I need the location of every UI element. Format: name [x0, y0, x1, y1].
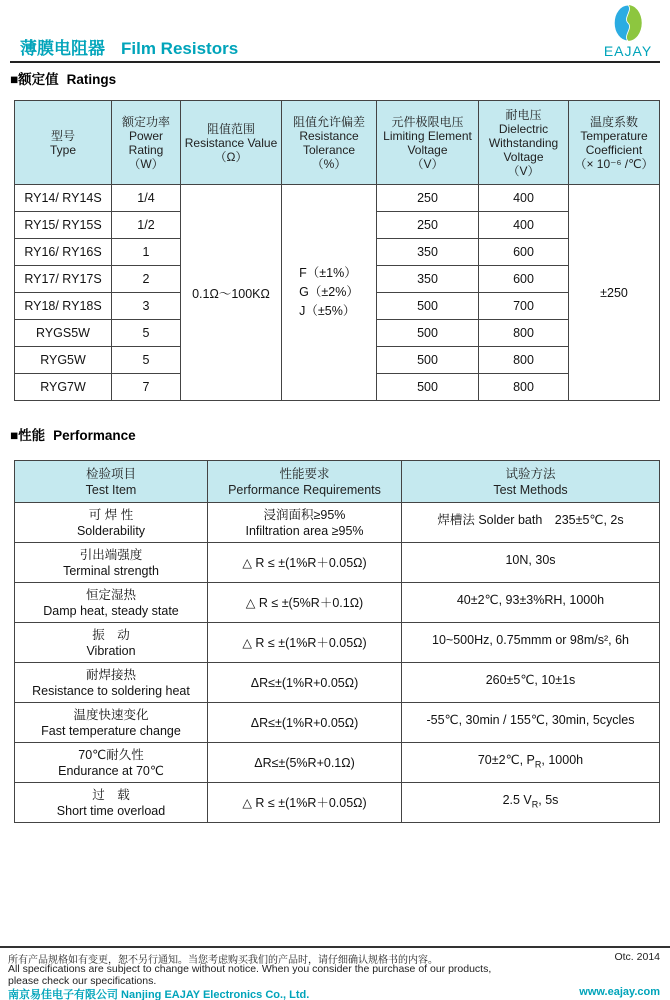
- requirement-cell: △ R ≤ ±(1%R＋0.05Ω): [208, 623, 402, 663]
- brand-title-cn: 薄膜电阻器: [20, 39, 105, 58]
- tolerance-cell: [282, 185, 377, 401]
- withstanding-voltage-cell: 600: [479, 266, 569, 293]
- test-method-cell: 10N, 30s: [402, 543, 660, 583]
- type-cell: RY16/ RY16S: [15, 239, 112, 266]
- footer-company-name: 南京易佳电子有限公司 Nanjing EAJAY Electronics Co., Ltd.: [8, 989, 310, 1000]
- type-cell: RYG5W: [15, 347, 112, 374]
- type-cell: RY15/ RY15S: [15, 212, 112, 239]
- performance-section-title: [10, 424, 136, 444]
- company-logo: [600, 4, 656, 59]
- performance-title-en: Performance: [53, 428, 136, 443]
- power-cell: 1/4: [112, 185, 181, 212]
- footer-notice-cn: 所有产品规格如有变更，恕不另行通知。当您考虑购买我们的产品时，请仔细确认规格书的内容。: [8, 955, 438, 966]
- resistance-value-cell: 0.1Ω～100KΩ: [181, 185, 282, 401]
- power-cell: 5: [112, 347, 181, 374]
- table-row: [15, 185, 660, 212]
- power-cell: 3: [112, 293, 181, 320]
- power-cell: 1: [112, 239, 181, 266]
- type-cell: RYG7W: [15, 374, 112, 401]
- requirement-cell: ΔR≤±(1%R+0.05Ω): [208, 703, 402, 743]
- requirement-cell: △ R ≤ ±(1%R＋0.05Ω): [208, 783, 402, 823]
- tolerance-lines: F（±1%） G（±2%） J（±5%）: [299, 266, 359, 318]
- header-divider: [10, 61, 660, 63]
- ratings-section-title: [10, 68, 116, 88]
- power-cell: 2: [112, 266, 181, 293]
- test-method-cell: 260±5℃, 10±1s: [402, 663, 660, 703]
- table-row: [15, 503, 660, 543]
- test-method-cell: -55℃, 30min / 155℃, 30min, 5cycles: [402, 703, 660, 743]
- footer-date: Otc. 2014: [614, 951, 660, 963]
- footer-notice-en-line2: please check our specifications.: [8, 975, 157, 987]
- power-cell: 5: [112, 320, 181, 347]
- logo-text: EAJAY: [603, 43, 653, 59]
- ratings-title-en: Ratings: [66, 72, 117, 87]
- limiting-voltage-cell: 250: [377, 185, 479, 212]
- withstanding-voltage-cell: 700: [479, 293, 569, 320]
- limiting-voltage-cell: 500: [377, 320, 479, 347]
- withstanding-voltage-cell: 600: [479, 239, 569, 266]
- power-cell: 7: [112, 374, 181, 401]
- test-method-cell: 70±2℃, $P_R$, 1000h: [402, 743, 660, 783]
- brand-title-en: Film Resistors: [121, 39, 239, 58]
- col-header-test-methods: 试验方法 Test Methods: [402, 461, 660, 503]
- withstanding-voltage-cell: 800: [479, 347, 569, 374]
- col-header-power-rating: 额定功率 Power Rating （W）: [112, 101, 181, 185]
- requirement-cell: ΔR≤±(1%R+0.05Ω): [208, 663, 402, 703]
- requirement-cell: △ R ≤ ±(5%R＋0.1Ω): [208, 583, 402, 623]
- col-header-test-item: 检验项目 Test Item: [15, 461, 208, 503]
- temp-coefficient-cell: ±250: [569, 185, 660, 401]
- footer-website-link[interactable]: www.eajay.com: [579, 986, 660, 998]
- table-row: [15, 743, 660, 783]
- type-cell: RYGS5W: [15, 320, 112, 347]
- requirement-cell: △ R ≤ ±(1%R＋0.05Ω): [208, 543, 402, 583]
- ratings-table: [14, 100, 660, 401]
- table-row: [15, 623, 660, 663]
- performance-table: [14, 460, 660, 823]
- test-method-cell: 10~500Hz, 0.75mmm or 98m/s², 6h: [402, 623, 660, 663]
- limiting-voltage-cell: 500: [377, 347, 479, 374]
- test-method-cell: 焊槽法 Solder bath 235±5℃, 2s: [402, 503, 660, 543]
- withstanding-voltage-cell: 800: [479, 374, 569, 401]
- table-row: [15, 783, 660, 823]
- footer-divider: [0, 946, 670, 948]
- limiting-voltage-cell: 350: [377, 239, 479, 266]
- table-row: [15, 663, 660, 703]
- eajay-leaf-icon: [600, 4, 656, 42]
- col-header-resistance-value: 阻值范围 Resistance Value （Ω）: [181, 101, 282, 185]
- table-row: [15, 583, 660, 623]
- type-cell: RY14/ RY14S: [15, 185, 112, 212]
- col-header-limiting-voltage: 元件极限电压 Limiting Element Voltage （V）: [377, 101, 479, 185]
- col-header-temp-coefficient: 温度系数 Temperature Coefficient （× 10⁻⁶ /℃）: [569, 101, 660, 185]
- page-title: [20, 34, 238, 59]
- test-item-cell: 引出端强度 Terminal strength: [15, 543, 208, 583]
- performance-title-cn: ■性能: [10, 428, 46, 443]
- test-item-cell: 过 载 Short time overload: [15, 783, 208, 823]
- requirement-cell: ΔR≤±(5%R+0.1Ω): [208, 743, 402, 783]
- table-row: [15, 703, 660, 743]
- limiting-voltage-cell: 350: [377, 266, 479, 293]
- withstanding-voltage-cell: 400: [479, 185, 569, 212]
- limiting-voltage-cell: 250: [377, 212, 479, 239]
- col-header-resistance-tolerance: 阻值允许偏差 Resistance Tolerance （%）: [282, 101, 377, 185]
- withstanding-voltage-cell: 800: [479, 320, 569, 347]
- test-item-cell: 振 动 Vibration: [15, 623, 208, 663]
- test-item-cell: 恒定湿热 Damp heat, steady state: [15, 583, 208, 623]
- col-header-withstanding-voltage: 耐电压 Dielectric Withstanding Voltage （V）: [479, 101, 569, 185]
- test-method-cell: 2.5 $V_R$, 5s: [402, 783, 660, 823]
- test-method-cell: 40±2℃, 93±3%RH, 1000h: [402, 583, 660, 623]
- ratings-header-row: [15, 101, 660, 185]
- test-item-cell: 耐焊接热 Resistance to soldering heat: [15, 663, 208, 703]
- limiting-voltage-cell: 500: [377, 293, 479, 320]
- test-item-cell: 温度快速变化 Fast temperature change: [15, 703, 208, 743]
- type-cell: RY18/ RY18S: [15, 293, 112, 320]
- col-header-type: 型号 Type: [15, 101, 112, 185]
- table-row: [15, 543, 660, 583]
- footer-notice-en-line1: All specifications are subject to change without notice. When you consider the purchase of our products,: [8, 963, 492, 975]
- test-item-cell: 可 焊 性 Solderability: [15, 503, 208, 543]
- power-cell: 1/2: [112, 212, 181, 239]
- performance-header-row: [15, 461, 660, 503]
- limiting-voltage-cell: 500: [377, 374, 479, 401]
- test-item-cell: 70℃耐久性 Endurance at 70℃: [15, 743, 208, 783]
- withstanding-voltage-cell: 400: [479, 212, 569, 239]
- ratings-title-cn: ■额定值: [10, 72, 59, 87]
- requirement-cell: 浸润面积≥95% Infiltration area ≥95%: [208, 503, 402, 543]
- col-header-performance-requirements: 性能要求 Performance Requirements: [208, 461, 402, 503]
- type-cell: RY17/ RY17S: [15, 266, 112, 293]
